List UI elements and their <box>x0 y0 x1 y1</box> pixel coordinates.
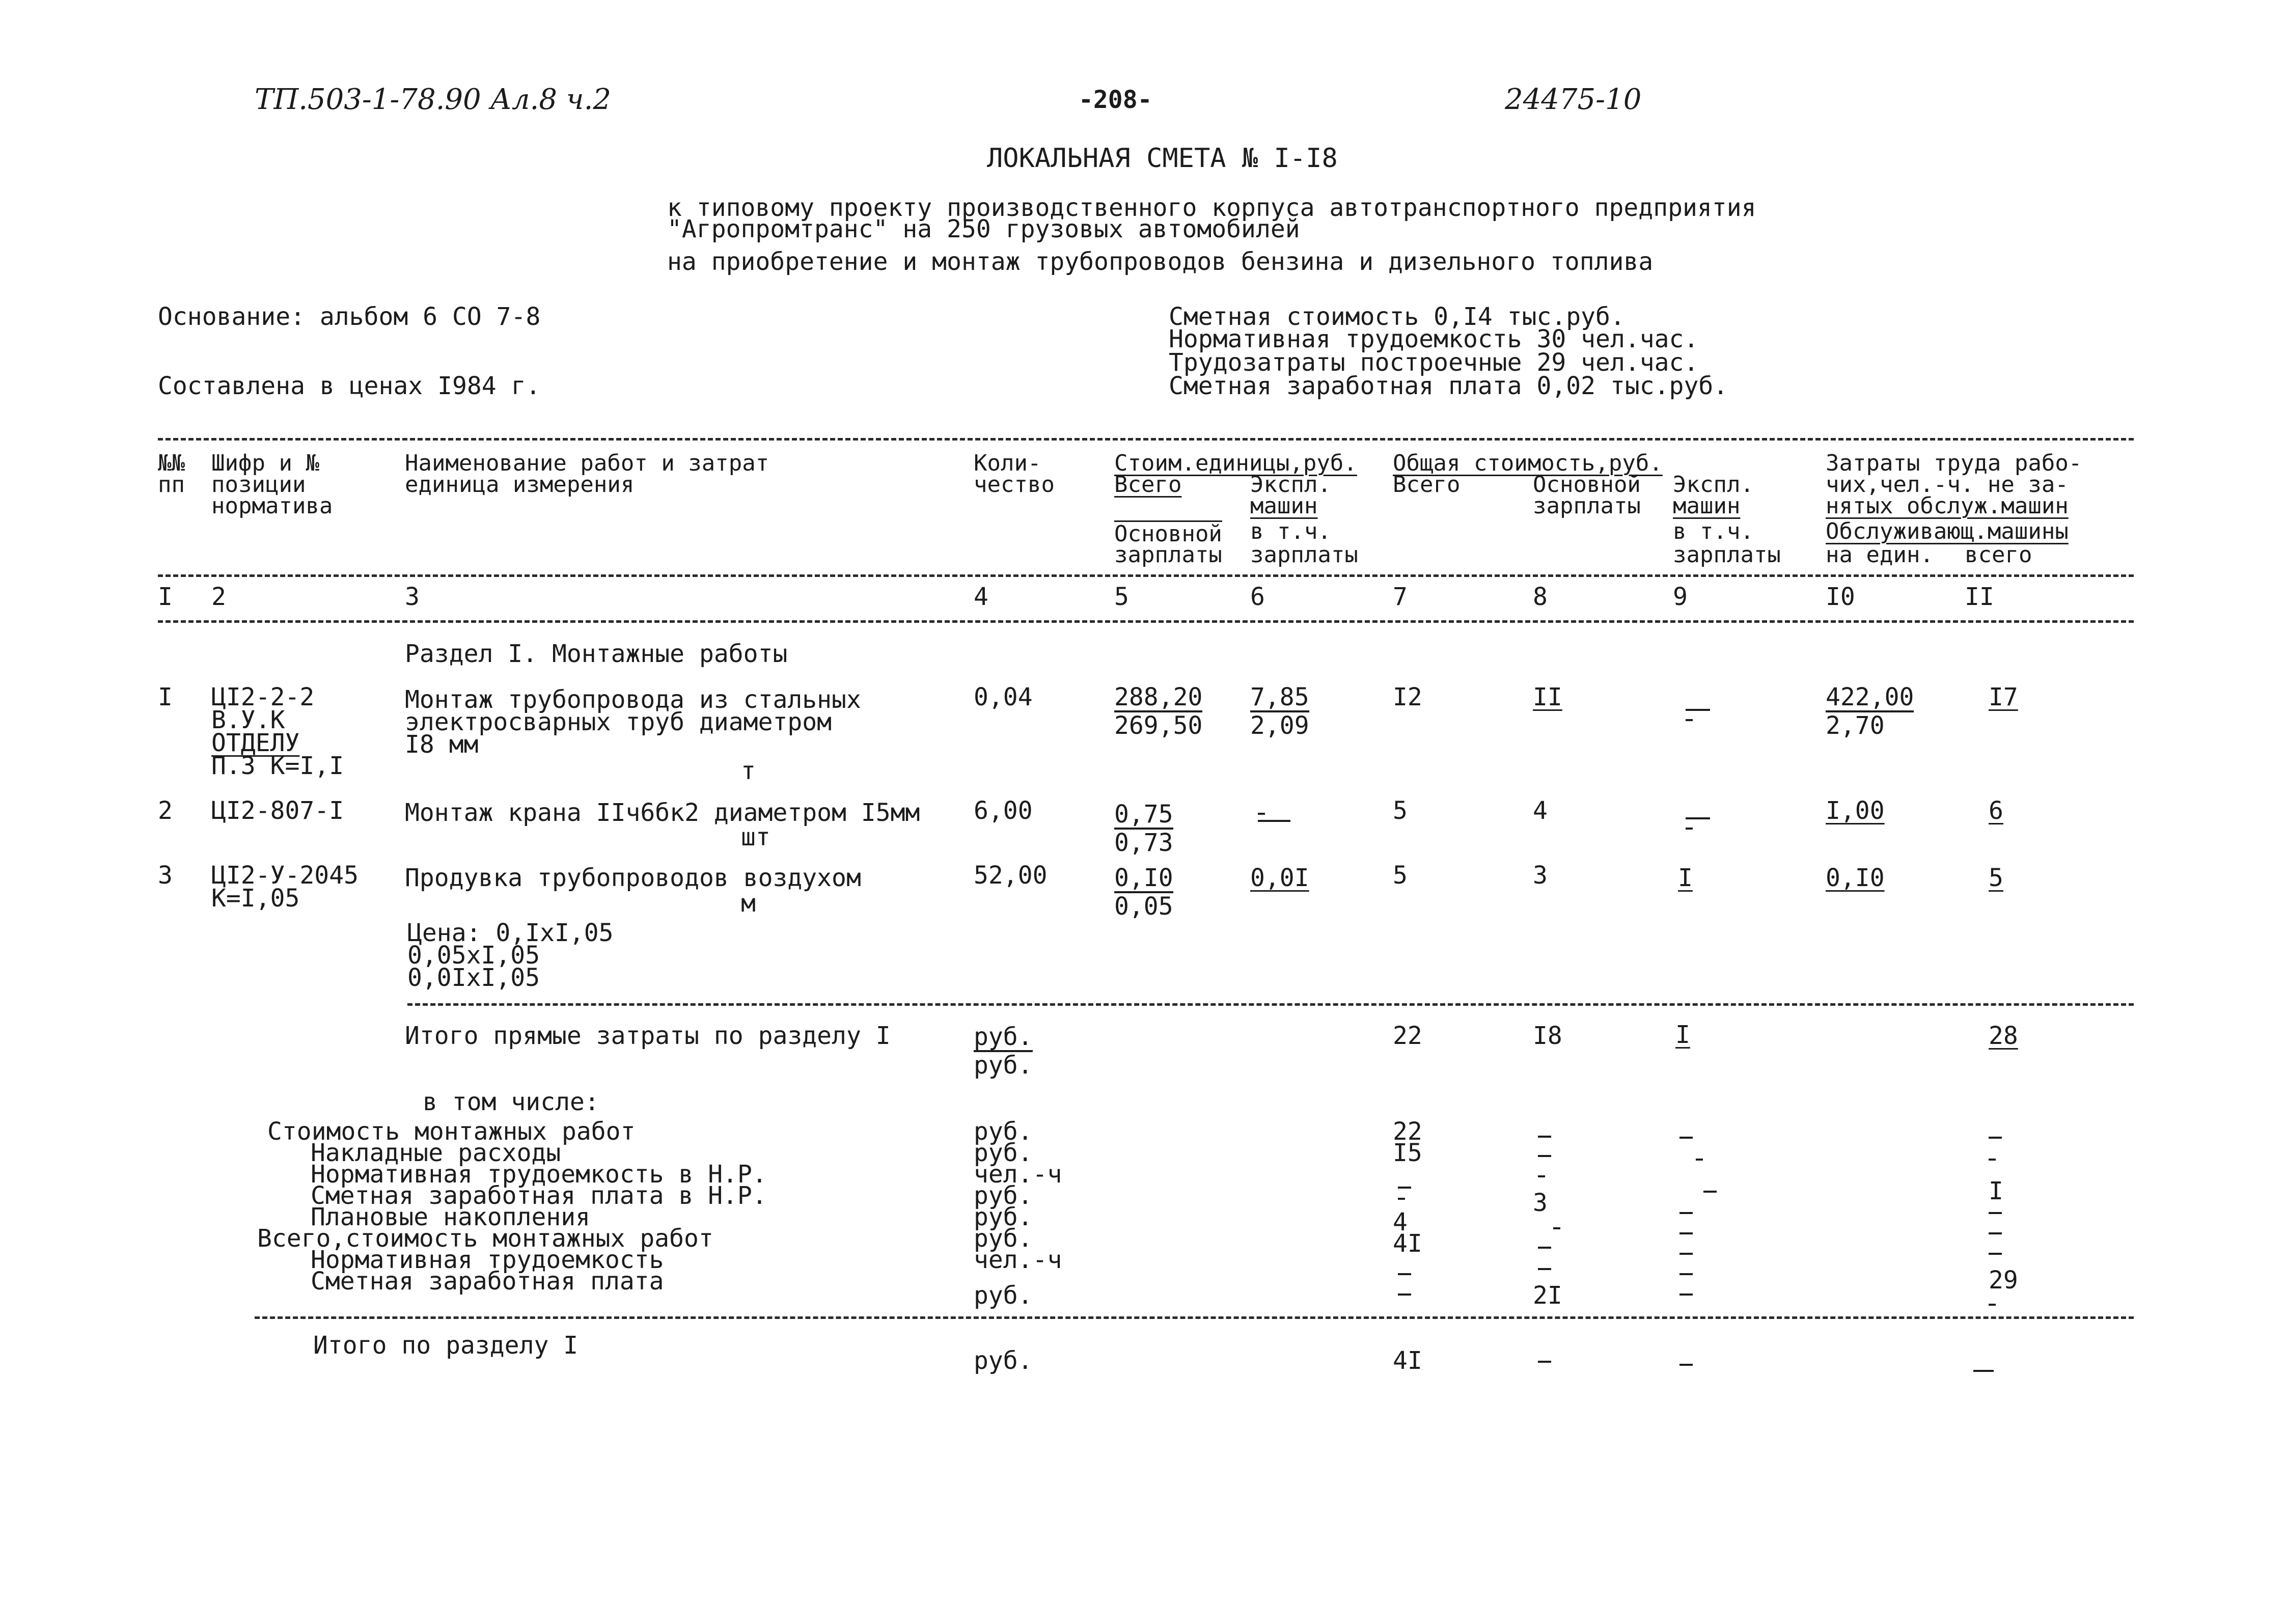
row2-unit: шт <box>741 823 770 851</box>
project-code: ТП.503-1-78.90 Ал.8 ч.2 <box>255 83 612 116</box>
column-number-5: 5 <box>1114 583 1129 611</box>
header-unit-cost: Стоим.единицы,руб. <box>1114 450 1357 476</box>
breakdown-rule <box>255 1316 2134 1319</box>
incl-item-4-salary: 3 <box>1533 1189 1548 1217</box>
dash-mark <box>1538 1175 1545 1177</box>
row1-labor-unit-2: 2,70 <box>1826 711 1885 740</box>
dash-mark <box>1538 1247 1551 1249</box>
column-number-7: 7 <box>1393 583 1408 611</box>
row2-total-salary: 4 <box>1533 796 1548 825</box>
direct-total-unit-fraction <box>974 1025 1033 1078</box>
incl-item-1-total: 22 <box>1393 1117 1422 1146</box>
row2-unit-cost-fraction <box>1114 802 1173 855</box>
title-line-3: на приобретение и монтаж трубопроводов бензина и дизельного топлива <box>667 247 1654 276</box>
dash-mark <box>1679 1273 1693 1275</box>
header-unit-machines: Экспл. <box>1250 472 1331 498</box>
header-col2-line3: норматива <box>211 493 333 519</box>
dash-mark <box>1538 1268 1551 1270</box>
row3-unit-total: 0,I0 <box>1114 864 1173 892</box>
dash-mark <box>1989 1253 2002 1255</box>
incl-item-6-unit: руб. <box>974 1224 1033 1253</box>
row1-machines-dash <box>1686 709 1710 711</box>
row3-labor-total: 5 <box>1989 864 2003 892</box>
row3-unit-cost-fraction <box>1114 866 1173 919</box>
incl-item-3-unit: чел.-ч <box>974 1160 1062 1189</box>
row3-unit: м <box>741 889 756 918</box>
incl-item-7-label: Нормативная трудоемкость <box>311 1246 664 1274</box>
title-line-2: "Агропромтранс" на 250 грузовых автомобилей <box>667 215 1300 243</box>
header-col1-line1: №№ <box>158 450 185 476</box>
dash-mark <box>1398 1198 1405 1200</box>
header-rule <box>158 574 2134 577</box>
incl-item-3-labor: I <box>1989 1177 2003 1205</box>
incl-item-2-unit: руб. <box>974 1139 1033 1167</box>
row2-machines-dash <box>1686 817 1710 819</box>
header-unit-incl-salary: зарплаты <box>1250 542 1358 568</box>
row2-labor-total: 6 <box>1989 796 2003 825</box>
dash-mark <box>1989 1304 1996 1306</box>
incl-item-2-total: I5 <box>1393 1139 1422 1167</box>
header-labor-unit: на един. <box>1826 542 1934 568</box>
row2-number: 2 <box>158 796 173 825</box>
incl-item-8-unit: руб. <box>974 1281 1033 1310</box>
row1-unit-machines-fraction <box>1250 685 1309 738</box>
dash-mark <box>1989 1159 1996 1161</box>
header-labor-1: Затраты труда рабо- <box>1826 450 2082 476</box>
summary-normative-labor: Нормативная трудоемкость 30 чел.час. <box>1169 325 1699 353</box>
row1-unit: т <box>741 757 756 785</box>
header-unit-total: Всего <box>1114 472 1182 498</box>
header-total-machines-3: в т.ч. <box>1673 518 1754 544</box>
incl-item-8-label: Сметная заработная плата <box>311 1267 664 1296</box>
direct-total-salary: I8 <box>1533 1022 1562 1050</box>
direct-total-machines: I <box>1675 1021 1690 1049</box>
dash-mark <box>1679 1137 1693 1139</box>
section-total-value: 4I <box>1393 1346 1422 1375</box>
including-label: в том числе: <box>423 1088 599 1116</box>
direct-total-labor: 28 <box>1989 1022 2018 1050</box>
dash-mark <box>1538 1136 1551 1138</box>
row3-quantity: 52,00 <box>974 861 1048 890</box>
row2-total: 5 <box>1393 796 1408 825</box>
dash-mark <box>1553 1227 1560 1229</box>
incl-item-5-unit: руб. <box>974 1203 1033 1231</box>
items-rule <box>407 1003 2134 1006</box>
header-labor-3: нятых обслуж.машин <box>1826 493 2069 519</box>
prices-line: Составлена в ценах I984 г. <box>158 372 541 400</box>
incl-item-6-label: Всего,стоимость монтажных работ <box>257 1224 713 1253</box>
direct-total-value: 22 <box>1393 1022 1422 1050</box>
row3-labor-unit: 0,I0 <box>1826 864 1885 892</box>
row3-code-1: ЦI2-У-2045 <box>211 861 359 890</box>
row3-unit-salary: 0,05 <box>1114 892 1173 921</box>
incl-item-4-label: Сметная заработная плата в Н.Р. <box>311 1181 767 1210</box>
row1-name-1: Монтаж трубопровода из стальных <box>405 685 861 714</box>
row1-unit-machines: 7,85 <box>1250 683 1309 711</box>
row3-price-note-2: 0,05xI,05 <box>407 941 540 970</box>
row2-unit-salary: 0,73 <box>1114 829 1173 857</box>
summary-salary: Сметная заработная плата 0,02 тыс.руб. <box>1169 372 1728 400</box>
section-heading: Раздел I. Монтажные работы <box>405 640 788 668</box>
row3-total-salary: 3 <box>1533 861 1548 890</box>
document-number: 24475-10 <box>1505 83 1642 116</box>
column-number-10: I0 <box>1826 583 1855 611</box>
dash-mark <box>1973 1370 1994 1372</box>
direct-total-unit-2: руб. <box>974 1051 1033 1080</box>
row1-code-1: ЦI2-2-2 <box>211 683 315 711</box>
document-title: ЛОКАЛЬНАЯ СМЕТА № I-I8 <box>987 143 1338 174</box>
dash-mark <box>1679 1293 1693 1296</box>
row1-name-3: I8 мм <box>405 730 479 759</box>
header-col3-line1: Наименование работ и затрат <box>405 450 769 476</box>
incl-item-3-label: Нормативная трудоемкость в Н.Р. <box>311 1160 767 1189</box>
row1-name-2: электросварных труб диаметром <box>405 708 832 736</box>
row2-labor-unit: I,00 <box>1826 796 1885 825</box>
dash-mark <box>1989 1232 2002 1234</box>
header-col4-line1: Коли- <box>974 450 1041 476</box>
section-total-unit: руб. <box>974 1346 1033 1375</box>
header-unit-incl: в т.ч. <box>1250 518 1331 544</box>
row1-unit-salary: 269,50 <box>1114 711 1203 740</box>
dash-mark <box>1538 1155 1551 1157</box>
row1-quantity: 0,04 <box>974 683 1033 711</box>
row1-unit-total: 288,20 <box>1114 683 1203 711</box>
header-labor-4: Обслуживающ.машины <box>1826 518 2069 544</box>
row1-total-salary: II <box>1533 683 1562 711</box>
header-total-machines-2: машин <box>1673 493 1741 519</box>
row3-code-2: К=I,05 <box>211 884 300 913</box>
numbers-rule <box>158 620 2134 623</box>
column-number-4: 4 <box>974 583 988 611</box>
header-col1-line2: пп <box>158 472 185 498</box>
row2-quantity: 6,00 <box>974 796 1033 825</box>
incl-item-5-label: Плановые накопления <box>311 1203 591 1231</box>
dash-mark <box>1696 1159 1703 1161</box>
summary-site-labor: Трудозатраты построечные 29 чел.час. <box>1169 348 1699 377</box>
row2-code: ЦI2-807-I <box>211 796 344 825</box>
header-total-base-1: Основной <box>1533 472 1641 498</box>
header-total-cost: Общая стоимость,руб. <box>1393 450 1663 476</box>
dash-mark <box>1679 1232 1693 1234</box>
incl-item-6-total: 4I <box>1393 1229 1422 1258</box>
header-total-total: Всего <box>1393 472 1461 498</box>
dash-mark <box>1679 1364 1693 1366</box>
dash-mark <box>1398 1293 1411 1296</box>
header-labor-total: всего <box>1965 542 2032 568</box>
row1-labor-total: I7 <box>1989 683 2018 711</box>
incl-item-7-labor: 29 <box>1989 1266 2018 1295</box>
dash-mark <box>1398 1273 1411 1275</box>
dash-mark <box>1679 1212 1693 1214</box>
header-col2-line2: позиции <box>211 472 306 498</box>
column-number-3: 3 <box>405 583 420 611</box>
row3-total: 5 <box>1393 861 1408 890</box>
header-col3-line2: единица измерения <box>405 472 635 498</box>
row1-machines-dash-2 <box>1686 719 1693 721</box>
incl-item-1-label: Стоимость монтажных работ <box>267 1117 636 1146</box>
section-total-label: Итого по разделу I <box>313 1331 579 1360</box>
row2-unit-machines-dash <box>1258 820 1290 822</box>
incl-item-1-unit: руб. <box>974 1117 1033 1146</box>
title-line-1: к типовому проекту производственного корпуса автотранспортного предприятия <box>667 194 1756 222</box>
column-number-6: 6 <box>1250 583 1265 611</box>
incl-item-7-unit: чел.-ч <box>974 1246 1062 1274</box>
row3-unit-machines: 0,0I <box>1250 864 1309 892</box>
row3-price-note-3: 0,0IxI,05 <box>407 964 540 992</box>
header-total-machines-1: Экспл. <box>1673 472 1754 498</box>
header-col2-line1: Шифр и № <box>211 450 319 476</box>
column-number-9: 9 <box>1673 583 1688 611</box>
basis-line: Основание: альбом 6 СО 7-8 <box>158 302 541 331</box>
row3-total-machines: I <box>1678 864 1693 892</box>
dash-mark <box>1989 1212 2002 1214</box>
header-unit-machines-2: машин <box>1250 493 1318 519</box>
direct-total-unit: руб. <box>974 1023 1033 1051</box>
incl-item-5-total: 4 <box>1393 1208 1408 1236</box>
row3-name: Продувка трубопроводов воздухом <box>405 864 861 892</box>
incl-item-2-label: Накладные расходы <box>311 1139 561 1167</box>
row1-unit-machines-salary: 2,09 <box>1250 711 1309 740</box>
dash-mark <box>1398 1187 1411 1189</box>
dash-mark <box>1538 1361 1551 1363</box>
row1-code-2: В.У.К <box>211 706 285 734</box>
column-number-1: I <box>158 583 173 611</box>
header-total-machines-4: зарплаты <box>1673 542 1781 568</box>
row2-unit-total: 0,75 <box>1114 800 1173 829</box>
row1-labor-fraction <box>1826 685 1914 738</box>
row3-price-note-1: Цена: 0,IxI,05 <box>407 919 614 947</box>
header-unit-base-salary-2: зарплаты <box>1114 542 1222 568</box>
summary-estimated-cost: Сметная стоимость 0,I4 тыс.руб. <box>1169 302 1625 331</box>
incl-item-4-unit: руб. <box>974 1181 1033 1210</box>
header-col4-line2: чество <box>974 472 1055 498</box>
row3-number: 3 <box>158 861 173 890</box>
row2-name: Монтаж крана IIч6бк2 диаметром I5мм <box>405 799 920 827</box>
header-total-base-2: зарплаты <box>1533 493 1641 519</box>
column-number-8: 8 <box>1533 583 1548 611</box>
header-unit-base-salary: Основной <box>1114 521 1222 547</box>
page-number: -208- <box>1079 86 1152 114</box>
row1-total: I2 <box>1393 683 1422 711</box>
row1-code-4: П.3 К=I,I <box>211 752 344 780</box>
incl-item-8-salary: 2I <box>1533 1281 1562 1310</box>
column-number-2: 2 <box>211 583 226 611</box>
direct-total-label: Итого прямые затраты по разделу I <box>405 1022 891 1050</box>
column-number-11: II <box>1965 583 1994 611</box>
row2-unit-machines-dash-2 <box>1258 813 1265 815</box>
table-top-rule <box>158 438 2134 441</box>
row1-code-3: ОТДЕЛУ <box>211 729 300 757</box>
row1-number: I <box>158 683 173 711</box>
row2-machines-dash-2 <box>1686 828 1693 830</box>
header-labor-2: чих,чел.-ч. не за- <box>1826 472 2069 498</box>
row1-labor-unit: 422,00 <box>1826 683 1914 711</box>
dash-mark <box>1703 1191 1717 1193</box>
row1-unit-cost-fraction <box>1114 685 1202 738</box>
dash-mark <box>1989 1137 2002 1139</box>
dash-mark <box>1679 1253 1693 1255</box>
